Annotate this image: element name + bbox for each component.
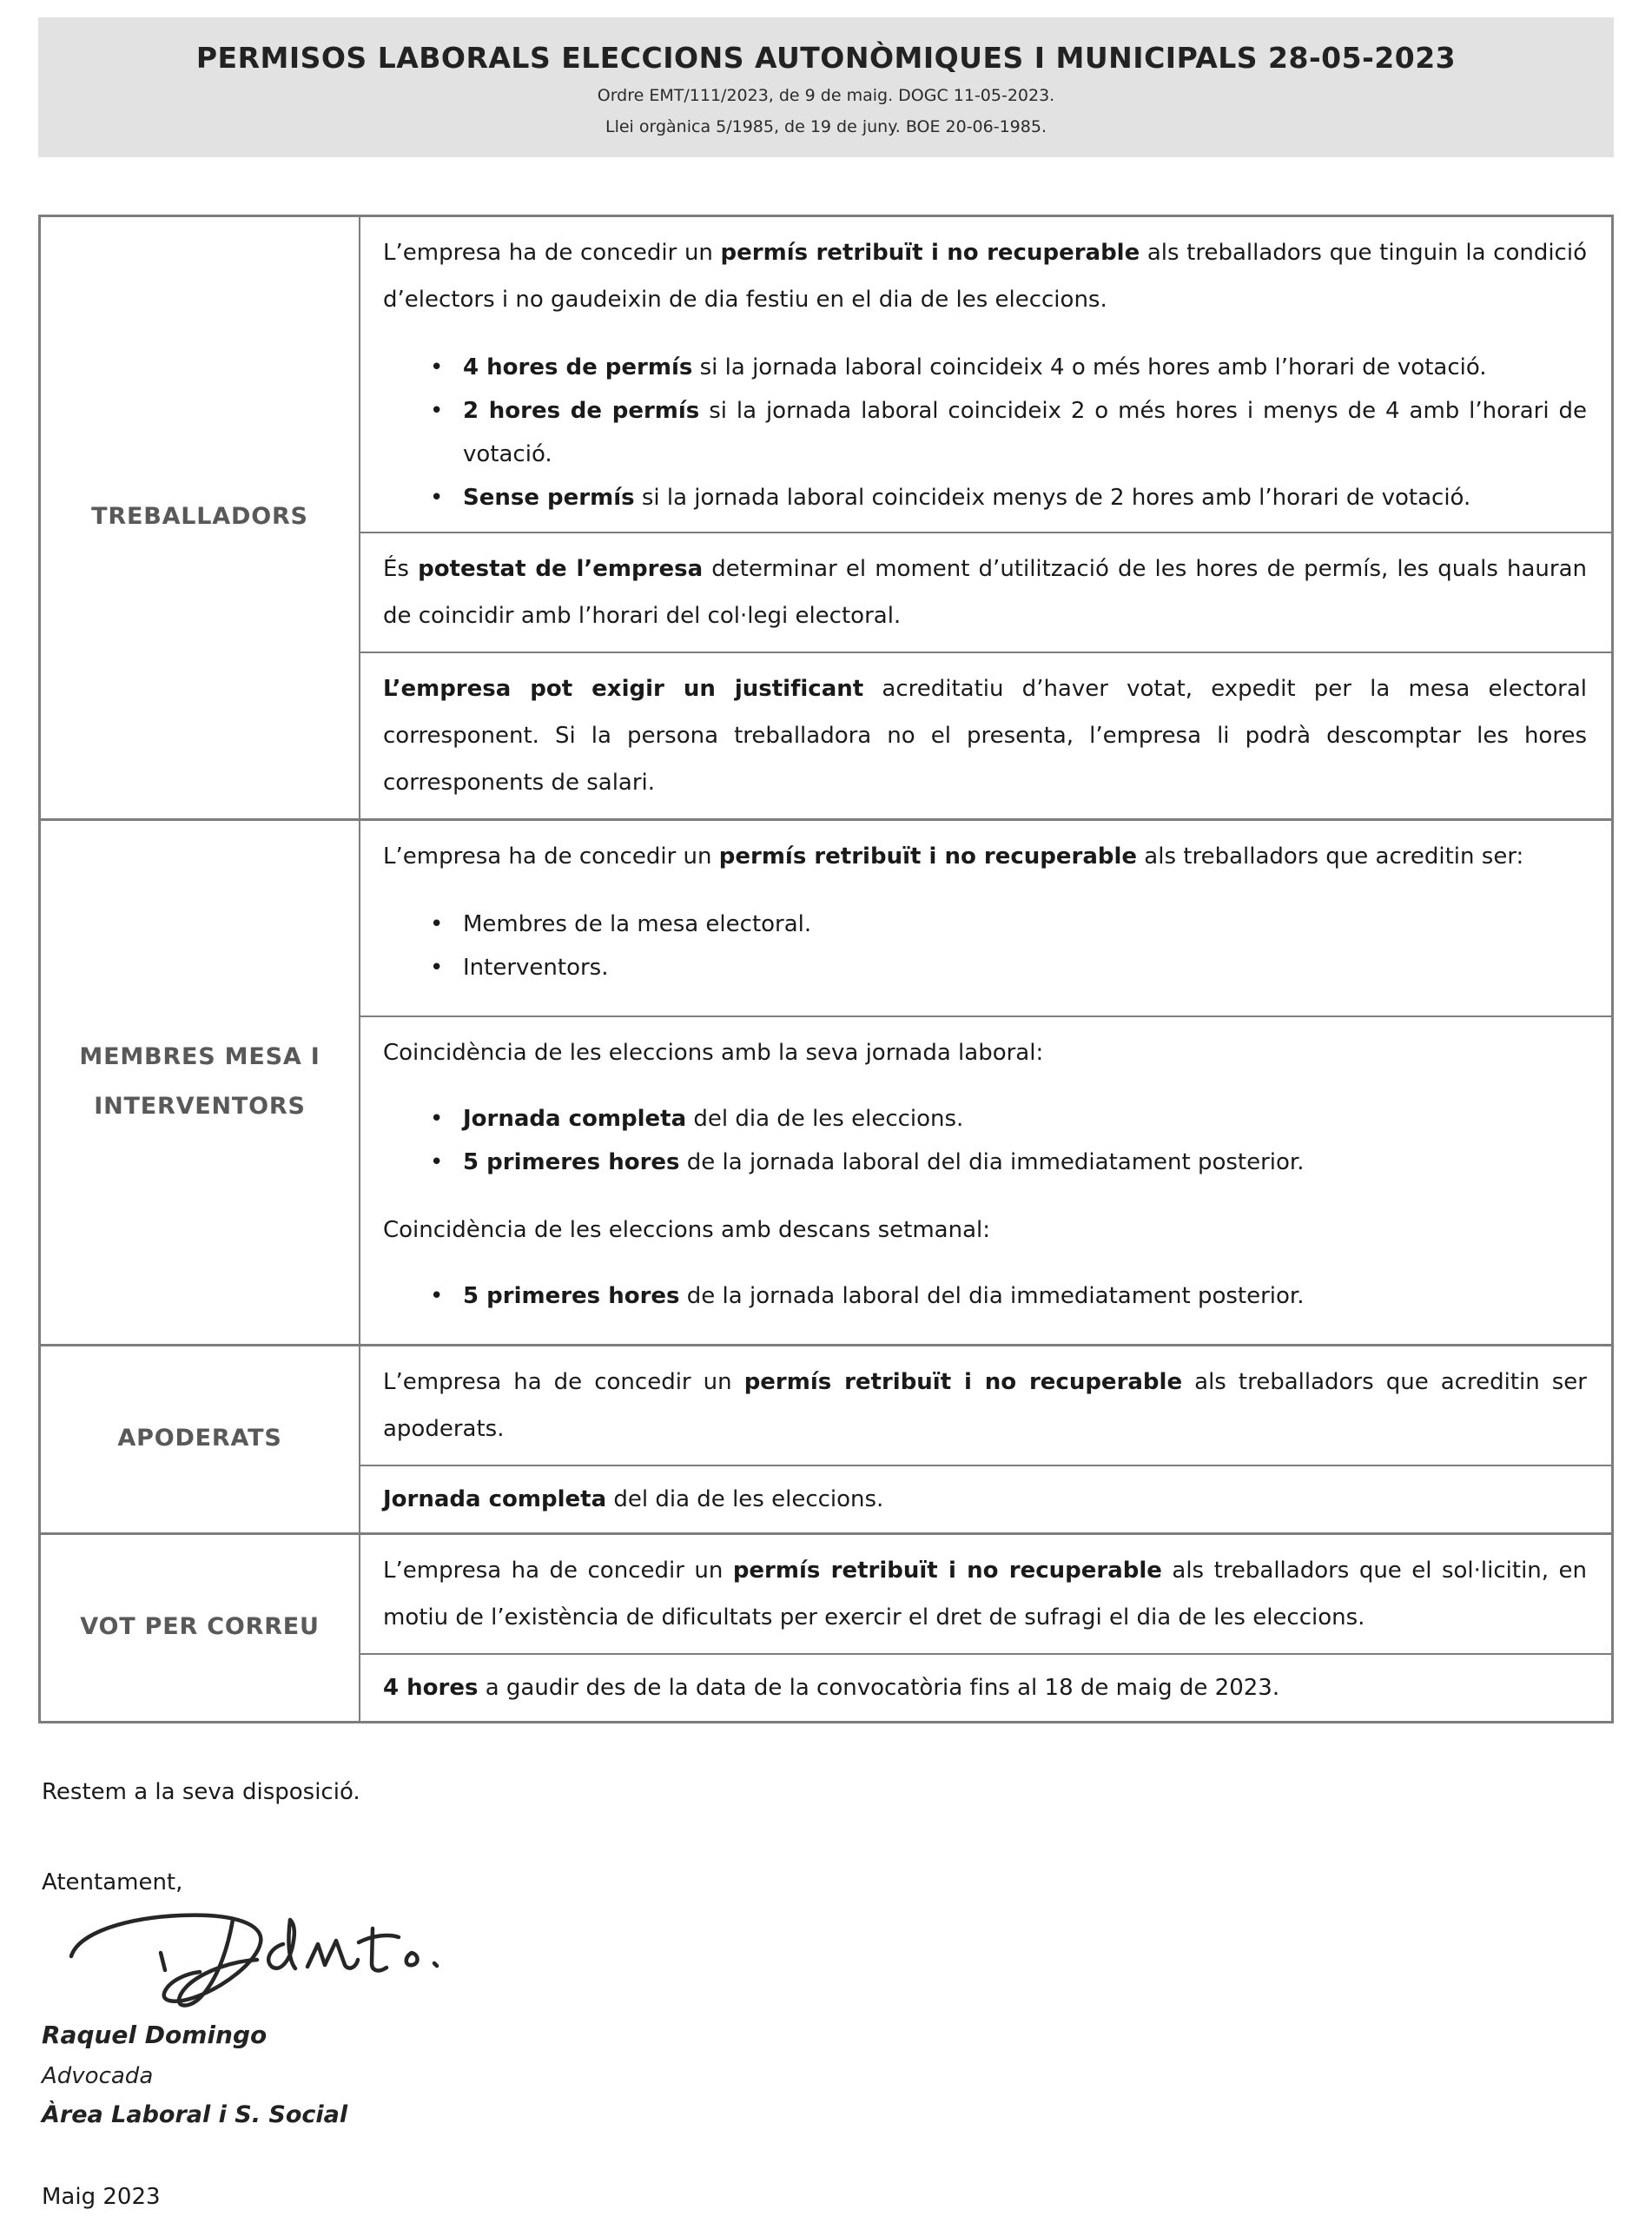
signer-role: Advocada <box>42 2062 154 2089</box>
table-row-treballadors <box>41 217 1611 818</box>
table-row-membres-mesa <box>41 818 1611 1344</box>
cell-vot-intro <box>360 1535 1611 1653</box>
document-date: Maig 2023 <box>42 2183 161 2210</box>
list-item: • 5 primeres hores de la jornada laboral del dia immediatament posterior. <box>463 1141 1587 1184</box>
row-label-membres-mesa <box>41 821 360 1344</box>
closing-line: Restem a la seva disposició. <box>42 1778 360 1805</box>
cell-membres-intro <box>360 821 1611 1015</box>
table-row-vot-per-correu <box>41 1532 1611 1721</box>
list-item: • 2 hores de permís si la jornada laboral coincideix 2 o més hores i menys de 4 amb l’horari de votació. <box>463 389 1587 476</box>
treballadors-intro-paragraph: L’empresa ha de concedir un permís retribuït i no recuperable als treballadors que tinguin la condició d’electors i no gaudeixin de dia festiu en el dia de les eleccions. <box>383 239 1587 313</box>
justificant-paragraph: L’empresa pot exigir un justificant acreditatiu d’haver votat, expedit per la mesa electoral corresponent. Si la persona treballadora no el presenta, l’empresa li podrà descomptar les hores corresponents de salari. <box>383 675 1587 796</box>
cell-apoderats-jornada <box>360 1465 1611 1532</box>
treballadors-bullet-list <box>383 346 1587 519</box>
signer-department: Àrea Laboral i S. Social <box>42 2100 348 2128</box>
coincidencia-jornada-bullet-list <box>383 1097 1587 1184</box>
coincidencia-descans-paragraph: Coincidència de les eleccions amb descans setmanal: <box>383 1216 990 1243</box>
vot-content <box>360 1535 1611 1721</box>
document-subtitle-ordre: Ordre EMT/111/2023, de 9 de maig. DOGC 11-05-2023. <box>597 86 1055 106</box>
row-label-apoderats <box>41 1346 360 1532</box>
document-header <box>38 17 1614 157</box>
list-item: • 5 primeres hores de la jornada laboral del dia immediatament posterior. <box>463 1274 1587 1318</box>
cell-treballadors-potestat <box>360 532 1611 652</box>
row-label-text: VOT PER CORREU <box>80 1613 320 1641</box>
cell-treballadors-intro <box>360 217 1611 532</box>
list-item: • Jornada completa del dia de les eleccions. <box>463 1097 1587 1141</box>
row-label-treballadors <box>41 217 360 818</box>
coincidencia-descans-bullet-list <box>383 1274 1587 1318</box>
row-label-text: MEMBRES MESA I INTERVENTORS <box>79 1042 320 1120</box>
cell-vot-hores <box>360 1653 1611 1721</box>
membres-bullet-list <box>383 903 1587 989</box>
cell-membres-coincidencia <box>360 1015 1611 1344</box>
apoderats-intro-paragraph: L’empresa ha de concedir un permís retribuït i no recuperable als treballadors que acreditin ser apoderats. <box>383 1368 1587 1442</box>
apoderats-content <box>360 1346 1611 1532</box>
cell-apoderats-intro <box>360 1346 1611 1465</box>
membres-intro-paragraph: L’empresa ha de concedir un permís retribuït i no recuperable als treballadors que acreditin ser: <box>383 843 1524 870</box>
cell-treballadors-justificant <box>360 652 1611 818</box>
permits-table <box>38 215 1614 1723</box>
list-item: • Membres de la mesa electoral. <box>463 903 1587 946</box>
document-title: PERMISOS LABORALS ELECCIONS AUTONÒMIQUES I MUNICIPALS 28-05-2023 <box>195 41 1457 75</box>
signer-name: Raquel Domingo <box>42 2020 268 2049</box>
signature-image <box>63 1908 453 2014</box>
list-item: • Interventors. <box>463 946 1587 989</box>
list-item: • 4 hores de permís si la jornada laboral coincideix 4 o més hores amb l’horari de votació. <box>463 346 1587 389</box>
document-subtitle-llei: Llei orgànica 5/1985, de 19 de juny. BOE 20-06-1985. <box>605 116 1047 136</box>
signature-block <box>63 1908 1614 2014</box>
coincidencia-jornada-paragraph: Coincidència de les eleccions amb la seva jornada laboral: <box>383 1039 1044 1066</box>
vot-intro-paragraph: L’empresa ha de concedir un permís retribuït i no recuperable als treballadors que el sol·licitin, en motiu de l’existència de dificultats per exercir el dret de sufragi el dia de les eleccions. <box>383 1557 1587 1631</box>
row-label-vot-per-correu <box>41 1535 360 1721</box>
potestat-paragraph: És potestat de l’empresa determinar el moment d’utilització de les hores de permís, les quals hauran de coincidir amb l’horari del col·legi electoral. <box>383 555 1587 629</box>
salutation: Atentament, <box>42 1869 183 1895</box>
row-label-text: TREBALLADORS <box>91 503 308 531</box>
vot-hores-paragraph: 4 hores a gaudir des de la data de la convocatòria fins al 18 de maig de 2023. <box>383 1674 1280 1701</box>
list-item: • Sense permís si la jornada laboral coincideix menys de 2 hores amb l’horari de votació. <box>463 476 1587 519</box>
row-label-text: APODERATS <box>117 1425 282 1452</box>
apoderats-jornada-paragraph: Jornada completa del dia de les eleccions. <box>383 1485 884 1512</box>
treballadors-content <box>360 217 1611 818</box>
table-row-apoderats <box>41 1344 1611 1532</box>
membres-content <box>360 821 1611 1344</box>
